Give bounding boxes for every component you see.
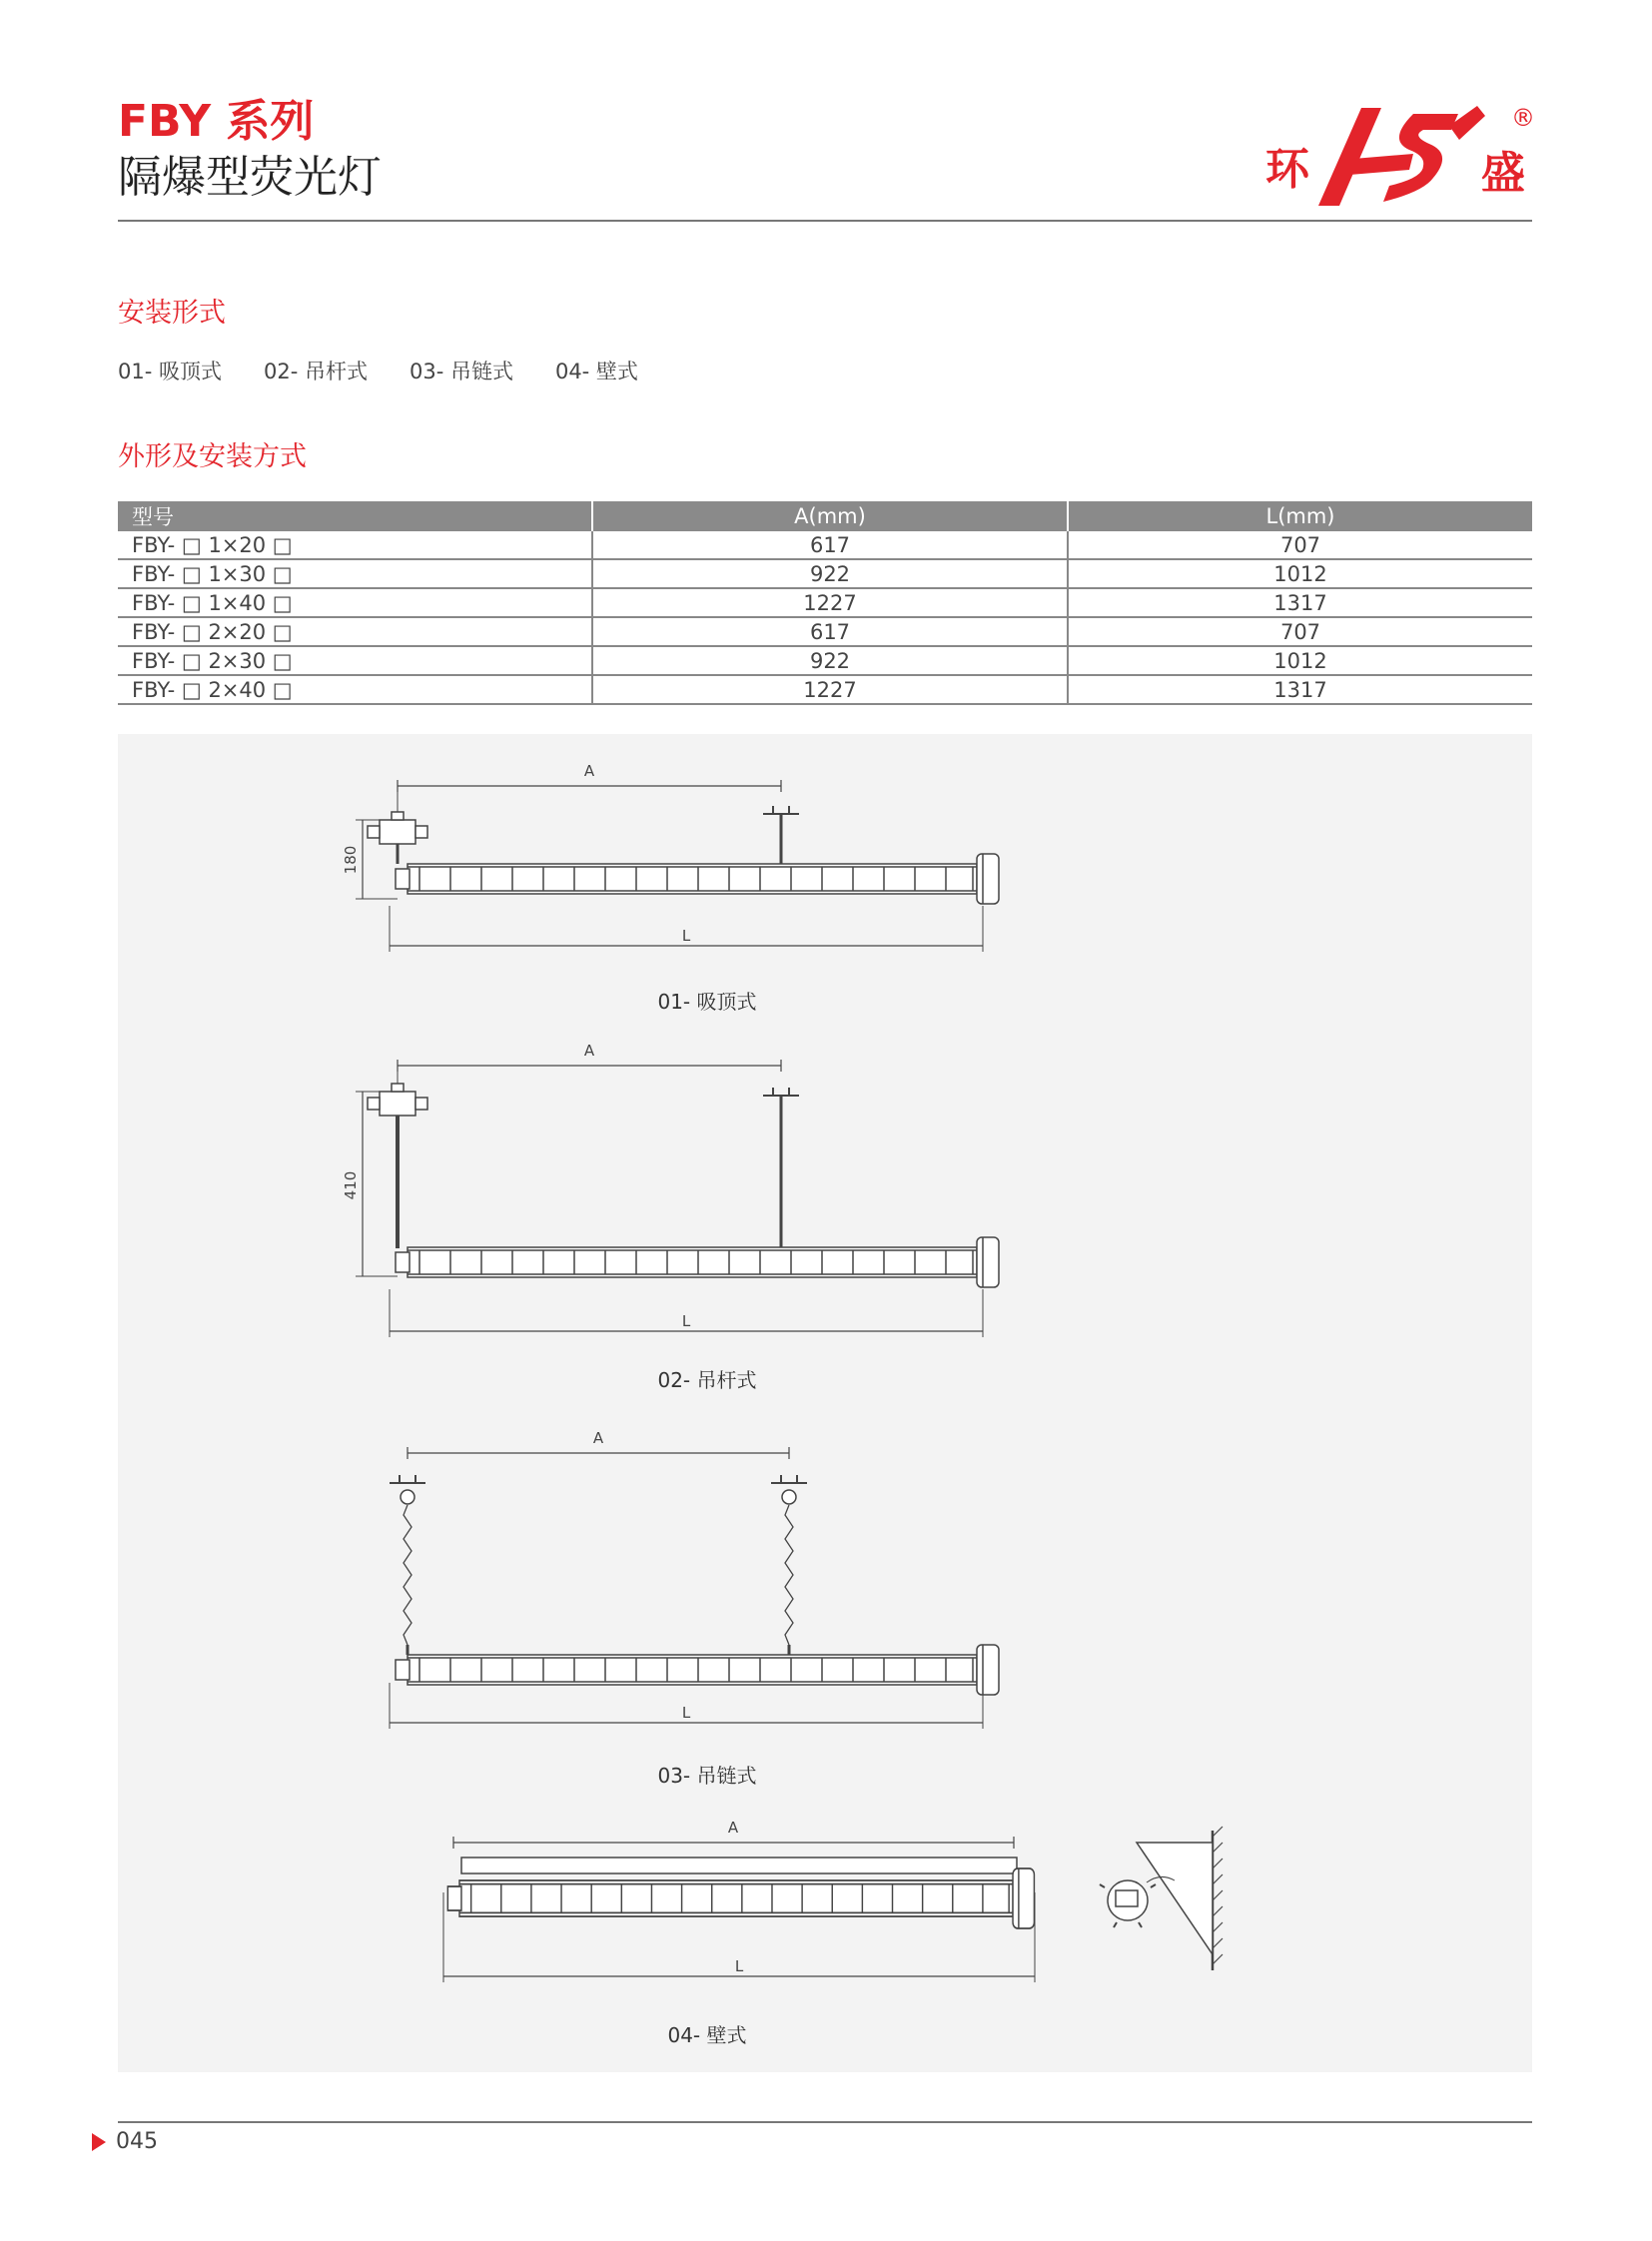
- product-title: 隔爆型荧光灯: [118, 152, 382, 203]
- cell-l: 1012: [1068, 646, 1532, 675]
- dim-height-410: 410: [342, 1170, 360, 1200]
- col-model: 型号: [118, 501, 592, 531]
- page-footer: [92, 2129, 158, 2154]
- table-row: [118, 617, 1532, 646]
- table-row: [118, 588, 1532, 617]
- logo-left-char: 环: [1265, 144, 1309, 195]
- dim-height-180: 180: [342, 845, 360, 875]
- table-row: [118, 646, 1532, 675]
- brand-logo: [1263, 96, 1543, 216]
- dimension-table: [118, 501, 1532, 705]
- drawing-wall-mount: [443, 1819, 1223, 2047]
- cell-a: 1227: [592, 675, 1068, 704]
- dim-label-l: L: [681, 1312, 691, 1330]
- cell-model: FBY- □ 1×40 □: [118, 588, 592, 617]
- install-forms-list: [118, 356, 638, 385]
- cell-l: 1317: [1068, 588, 1532, 617]
- dim-label-a: A: [727, 1819, 739, 1837]
- dim-label-l: L: [734, 1957, 744, 1975]
- cell-a: 1227: [592, 588, 1068, 617]
- cell-a: 617: [592, 531, 1068, 559]
- page-arrow-icon: [92, 2133, 106, 2151]
- outline-title: 外形及安装方式: [118, 441, 307, 472]
- col-a: A(mm): [592, 501, 1068, 531]
- install-form-item: 03- 吊链式: [409, 360, 513, 383]
- cell-model: FBY- □ 1×30 □: [118, 559, 592, 588]
- cell-model: FBY- □ 1×20 □: [118, 531, 592, 559]
- cell-model: FBY- □ 2×20 □: [118, 617, 592, 646]
- install-form-item: 02- 吊杆式: [263, 360, 368, 383]
- footer-divider: [118, 2121, 1532, 2123]
- drawing-ceiling-mount: [342, 762, 999, 1014]
- logo-right-char: 盛: [1481, 148, 1525, 199]
- install-forms-title: 安装形式: [118, 298, 226, 329]
- dim-label-l: L: [681, 927, 691, 945]
- dim-label-a: A: [592, 1429, 604, 1447]
- cell-l: 1317: [1068, 675, 1532, 704]
- cell-model: FBY- □ 2×30 □: [118, 646, 592, 675]
- install-form-item: 04- 壁式: [554, 360, 638, 383]
- cell-l: 707: [1068, 531, 1532, 559]
- dim-label-a: A: [583, 1042, 595, 1060]
- cell-l: 707: [1068, 617, 1532, 646]
- caption-chain: 03- 吊链式: [657, 1764, 757, 1788]
- header-divider: [118, 220, 1532, 222]
- cell-l: 1012: [1068, 559, 1532, 588]
- cell-model: FBY- □ 2×40 □: [118, 675, 592, 704]
- cell-a: 922: [592, 559, 1068, 588]
- registered-mark: ®: [1511, 104, 1535, 132]
- drawing-pendant-rod: [342, 1042, 999, 1392]
- dim-label-a: A: [583, 762, 595, 780]
- col-l: L(mm): [1068, 501, 1532, 531]
- page-number: 045: [116, 2129, 158, 2154]
- caption-ceiling: 01- 吸顶式: [657, 990, 757, 1014]
- table-row: [118, 531, 1532, 559]
- table-row: [118, 559, 1532, 588]
- install-form-item: 01- 吸顶式: [118, 360, 222, 383]
- caption-wall: 04- 壁式: [667, 2023, 747, 2047]
- table-header-row: [118, 501, 1532, 531]
- caption-pendant-rod: 02- 吊杆式: [657, 1368, 757, 1392]
- dim-label-l: L: [681, 1704, 691, 1722]
- hs-mark-icon: [1318, 106, 1485, 206]
- cell-a: 922: [592, 646, 1068, 675]
- table-row: [118, 675, 1532, 704]
- drawing-chain: [390, 1429, 999, 1788]
- cell-a: 617: [592, 617, 1068, 646]
- installation-diagrams: [118, 734, 1532, 2072]
- series-title: FBY 系列: [118, 96, 315, 147]
